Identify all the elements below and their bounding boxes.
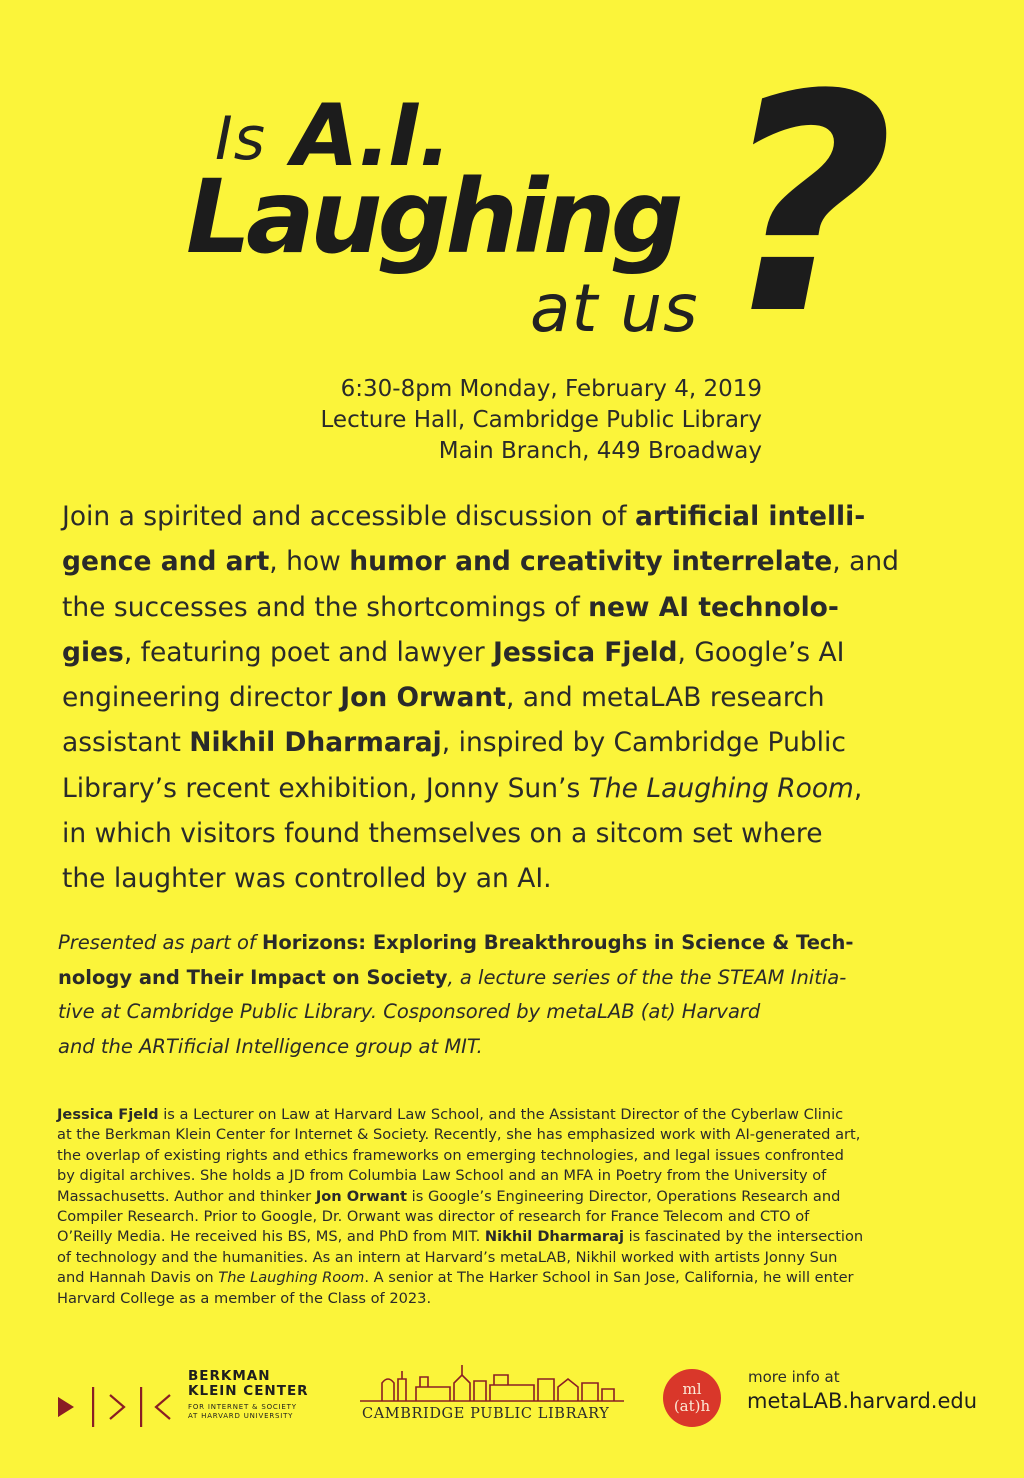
description-line <box>62 585 982 630</box>
speaker-name: Nikhil Dharmaraj <box>189 727 442 759</box>
title-ai: A.I. <box>292 86 450 186</box>
bio-line <box>57 1227 977 1247</box>
event-description <box>62 494 982 902</box>
event-address: Main Branch, 449 Broadway <box>438 438 762 464</box>
description-text: Join a spirited and accessible discussion of <box>62 501 636 532</box>
speaker-name: Jessica Fjeld <box>493 636 678 668</box>
event-venue: Lecture Hall, Cambridge Public Library <box>320 407 762 433</box>
description-text: Library’s recent exhibition, Jonny Sun’s <box>62 772 589 804</box>
bio-name: Jon Orwant <box>315 1187 408 1205</box>
bio-line <box>57 1105 977 1125</box>
bio-text: Massachusetts. Author and thinker <box>57 1187 316 1205</box>
presented-by <box>58 926 978 1064</box>
description-highlight: new AI technolo- <box>588 591 839 623</box>
event-info <box>321 374 762 467</box>
bio-text: . A senior at The Harker School in San Jose, California, he will enter <box>364 1269 854 1287</box>
description-text: , Google’s AI <box>677 636 845 668</box>
description-line <box>62 539 982 584</box>
presented-line: tive at Cambridge Public Library. Cosponsored by metaLAB (at) Harvard <box>58 1000 761 1024</box>
more-info-label: more info at <box>748 1368 840 1386</box>
title-question-mark: ? <box>720 31 895 380</box>
presented-line <box>58 961 978 996</box>
metalab-badge-top: ml <box>682 1380 702 1398</box>
description-line <box>62 494 982 539</box>
presented-line <box>58 926 978 961</box>
description-highlight: artificial intelli- <box>635 501 866 532</box>
more-info-url[interactable]: metaLAB.harvard.edu <box>747 1389 978 1413</box>
berkman-klein-chevrons-icon <box>52 1375 182 1435</box>
berkman-klein-logo-text <box>188 1369 309 1421</box>
bio-text: O’Reilly Media. He received his BS, MS, and PhD from MIT. <box>57 1228 485 1246</box>
bio-name: Jessica Fjeld <box>57 1106 159 1123</box>
bio-line: Compiler Research. Prior to Google, Dr. Orwant was director of research for France Telecom and CTO of <box>57 1208 810 1226</box>
description-text: , <box>853 772 863 804</box>
title-is: Is <box>215 104 266 174</box>
description-text: engineering director <box>62 682 341 714</box>
bio-line: of technology and the humanities. As an intern at Harvard’s metaLAB, Nikhil worked with artists Jonny Sun <box>57 1248 838 1266</box>
bkc-small2: AT HARVARD UNIVERSITY <box>188 1412 294 1420</box>
bio-line: at the Berkman Klein Center for Internet & Society. Recently, she has emphasized work with AI-generated art, <box>57 1126 861 1144</box>
description-line <box>62 766 982 811</box>
bio-line <box>57 1187 977 1207</box>
title-at-us: at us <box>530 270 699 347</box>
bio-line: by digital archives. She holds a JD from Columbia Law School and an MFA in Poetry from the University of <box>57 1167 827 1185</box>
bio-name: Nikhil Dharmaraj <box>484 1228 624 1246</box>
bio-line <box>57 1268 977 1288</box>
exhibition-title: The Laughing Room <box>588 772 854 804</box>
description-line: in which visitors found themselves on a sitcom set where <box>62 818 823 850</box>
bio-line: Harvard College as a member of the Class of 2023. <box>57 1289 432 1307</box>
bio-text: is a Lecturer on Law at Harvard Law School, and the Assistant Director of the Cyberlaw Clinic <box>158 1106 844 1123</box>
description-text: assistant <box>62 727 190 759</box>
bio-text: is fascinated by the intersection <box>623 1228 864 1246</box>
description-text: the successes and the shortcomings of <box>62 591 589 623</box>
description-line: the laughter was controlled by an AI. <box>62 863 552 895</box>
cpl-name: CAMBRIDGE PUBLIC LIBRARY <box>362 1406 610 1422</box>
description-line <box>62 630 982 675</box>
bkc-small1: FOR INTERNET & SOCIETY <box>188 1403 297 1411</box>
footer-sponsors <box>0 1355 1024 1465</box>
bio-line: the overlap of existing rights and ethics frameworks on emerging technologies, and legal issues confronted <box>57 1146 844 1164</box>
presented-text: , a lecture series of the the STEAM Initia- <box>447 965 847 989</box>
metalab-badge-bottom: (at)h <box>673 1397 711 1415</box>
description-text: , and <box>832 546 899 578</box>
description-text: , and metaLAB research <box>505 682 825 714</box>
metalab-badge <box>663 1369 721 1427</box>
series-title: nology and Their Impact on Society <box>58 965 448 989</box>
description-text: , inspired by Cambridge Public <box>441 727 846 759</box>
description-line <box>62 675 982 720</box>
presented-text: Presented as part of <box>58 931 262 954</box>
event-time: 6:30-8pm Monday, February 4, 2019 <box>340 376 762 402</box>
description-text: , featuring poet and lawyer <box>123 636 494 668</box>
description-line <box>62 720 982 765</box>
description-highlight: humor and creativity interrelate <box>349 546 833 578</box>
bio-text: is Google’s Engineering Director, Operations Research and <box>407 1187 841 1205</box>
series-title: Horizons: Exploring Breakthroughs in Science & Tech- <box>262 931 854 954</box>
bio-text: and Hannah Davis on <box>57 1269 219 1287</box>
presented-line: and the ARTificial Intelligence group at MIT. <box>58 1034 483 1058</box>
bkc-line1: BERKMAN <box>188 1368 271 1384</box>
description-highlight: gence and art <box>62 546 270 578</box>
description-text: , how <box>269 546 350 578</box>
speaker-bios <box>57 1105 977 1309</box>
title-laughing: Laughing <box>186 158 679 277</box>
speaker-name: Jon Orwant <box>340 682 506 714</box>
exhibition-title: The Laughing Room <box>218 1269 365 1287</box>
bkc-line2: KLEIN CENTER <box>188 1383 309 1399</box>
description-highlight: gies <box>62 636 124 668</box>
title-block <box>0 0 1024 380</box>
